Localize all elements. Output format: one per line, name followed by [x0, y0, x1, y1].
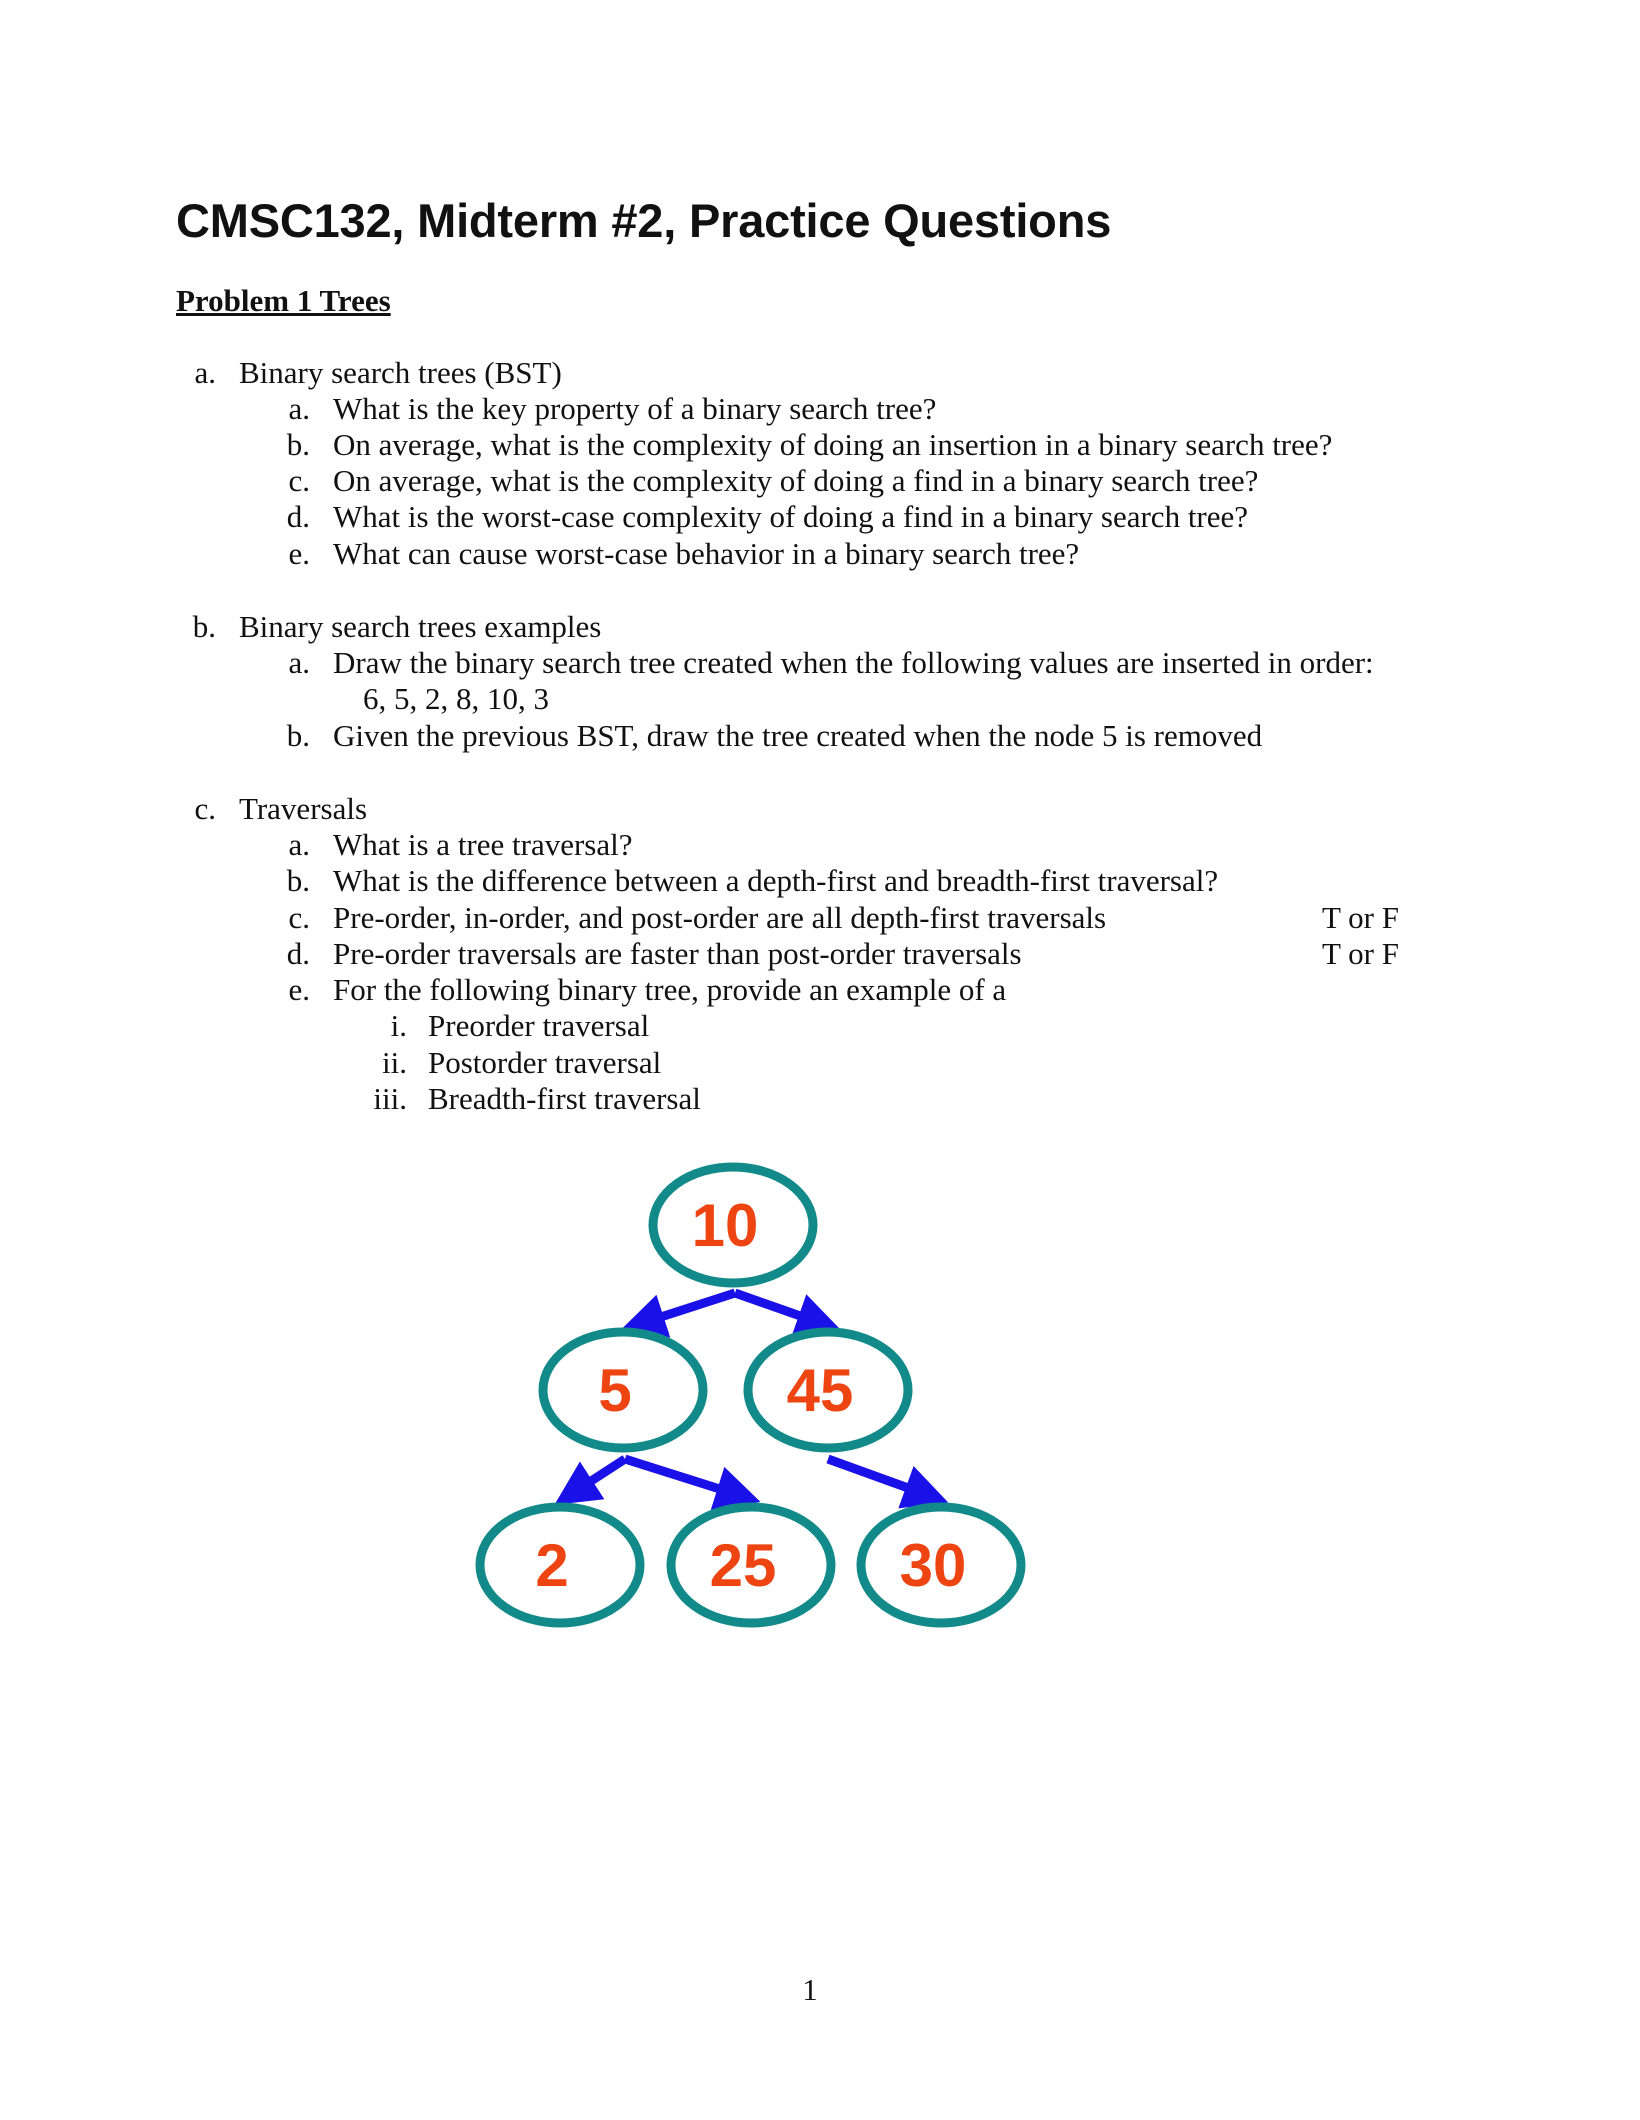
tree-node-label: 45 [786, 1357, 854, 1424]
item-marker: b. [286, 427, 310, 462]
question-text: What is the worst-case complexity of doing a find in a binary search tree? [333, 499, 1249, 534]
tree-node-10 [653, 1167, 813, 1283]
page-number: 1 [802, 1972, 818, 2007]
item-marker: d. [286, 936, 310, 971]
item-marker: a. [288, 827, 310, 862]
tree-node-label: 5 [598, 1357, 632, 1424]
item-marker: c. [288, 900, 310, 935]
insertion-values: 6, 5, 2, 8, 10, 3 [363, 681, 549, 716]
question-text: What is the key property of a binary search tree? [333, 391, 937, 426]
true-false-answer: T or F [1322, 936, 1399, 971]
question-text: Breadth-first traversal [428, 1081, 701, 1116]
tree-node-label: 30 [899, 1532, 967, 1599]
question-text: Pre-order, in-order, and post-order are all depth-first traversals [333, 900, 1107, 935]
tree-node-label: 10 [691, 1192, 759, 1259]
tree-edge-arrow [828, 1459, 933, 1497]
tree-node-45 [748, 1332, 908, 1448]
tree-node-label: 25 [709, 1532, 777, 1599]
tree-edge-arrow [735, 1293, 826, 1325]
question-text: What is the difference between a depth-first and breadth-first traversal? [333, 863, 1219, 898]
tree-nodes [480, 1167, 1021, 1623]
item-marker: e. [288, 536, 310, 571]
item-marker: i. [390, 1008, 407, 1043]
section-label: Binary search trees (BST) [239, 355, 562, 390]
item-marker: c. [288, 463, 310, 498]
true-false-answer: T or F [1322, 900, 1399, 935]
section-marker: c. [194, 791, 216, 826]
item-marker: ii. [382, 1045, 407, 1080]
question-text: For the following binary tree, provide an example of a [333, 972, 1007, 1007]
tree-edge-arrow [625, 1459, 745, 1497]
item-marker: a. [288, 645, 310, 680]
item-marker: iii. [373, 1081, 407, 1116]
section-label: Binary search trees examples [239, 609, 602, 644]
item-marker: a. [288, 391, 310, 426]
tree-node-5 [543, 1332, 703, 1448]
tree-edge-arrow [568, 1459, 625, 1496]
question-text: On average, what is the complexity of doing a find in a binary search tree? [333, 463, 1259, 498]
question-text: Draw the binary search tree created when the following values are inserted in order: [333, 645, 1374, 680]
question-text: Preorder traversal [428, 1008, 650, 1043]
section-marker: b. [192, 609, 216, 644]
problem-heading: Problem 1 Trees [176, 283, 391, 318]
tree-node-label: 2 [535, 1532, 569, 1599]
page-title: CMSC132, Midterm #2, Practice Questions [176, 194, 1112, 247]
tree-edge-arrow [636, 1293, 735, 1325]
question-text: On average, what is the complexity of doing an insertion in a binary search tree? [333, 427, 1333, 462]
section-marker: a. [194, 355, 216, 390]
section-label: Traversals [239, 791, 368, 826]
tree-node-30 [861, 1507, 1021, 1623]
item-marker: e. [288, 972, 310, 1007]
item-marker: b. [286, 718, 310, 753]
item-marker: d. [286, 499, 310, 534]
tree-node-25 [671, 1507, 831, 1623]
item-marker: b. [286, 863, 310, 898]
question-text: Given the previous BST, draw the tree created when the node 5 is removed [333, 718, 1263, 753]
tree-node-2 [480, 1507, 640, 1623]
question-text: What is a tree traversal? [333, 827, 633, 862]
question-text: Pre-order traversals are faster than post-order traversals [333, 936, 1022, 971]
question-text: Postorder traversal [428, 1045, 662, 1080]
question-text: What can cause worst-case behavior in a binary search tree? [333, 536, 1080, 571]
